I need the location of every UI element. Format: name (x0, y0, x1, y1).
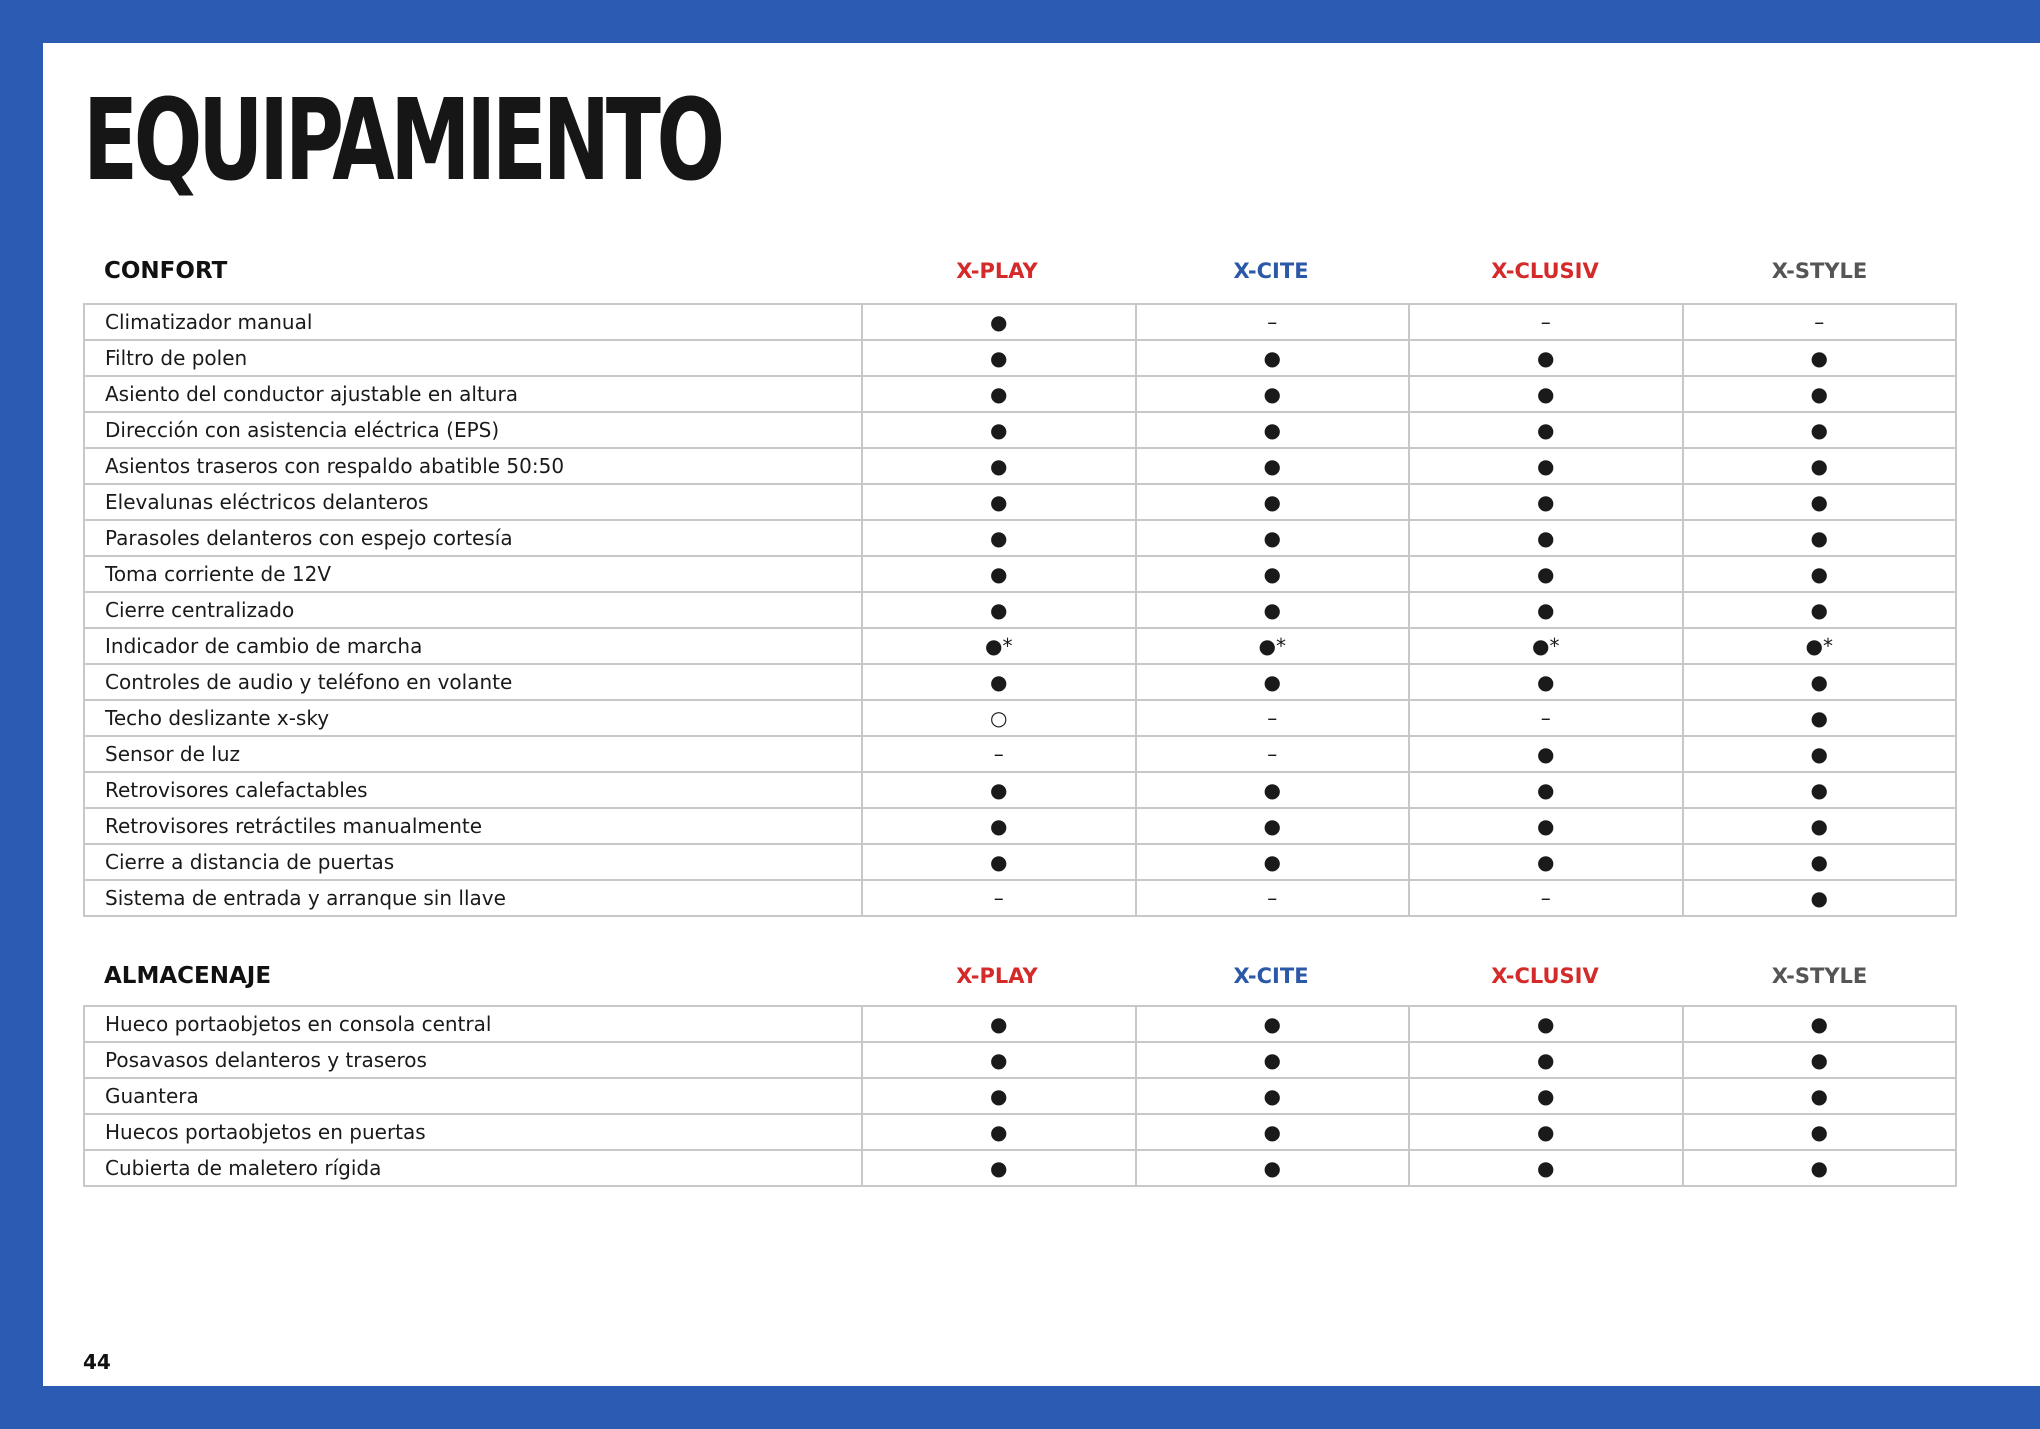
value-cell: ●* (1409, 628, 1683, 664)
section-header (83, 947, 1957, 1005)
column-header-x-cite: X-CITE (1233, 259, 1309, 283)
table-row (84, 1078, 1956, 1114)
value-cell: ● (1409, 664, 1683, 700)
feature-cell: Guantera (84, 1078, 862, 1114)
feature-cell: Cubierta de maletero rígida (84, 1150, 862, 1186)
value-cell: ● (1136, 412, 1410, 448)
value-cell: ● (862, 520, 1136, 556)
value-cell: ● (1683, 1114, 1957, 1150)
value-cell: – (1409, 304, 1683, 340)
value-cell: ● (1136, 520, 1410, 556)
value-cell: ● (1683, 448, 1957, 484)
table-row (84, 844, 1956, 880)
table-row (84, 736, 1956, 772)
value-cell: ● (1683, 880, 1957, 916)
value-cell: ● (1409, 484, 1683, 520)
feature-cell: Huecos portaobjetos en puertas (84, 1114, 862, 1150)
value-cell: ● (1683, 592, 1957, 628)
column-header-x-play: X-PLAY (956, 964, 1038, 988)
feature-cell: Retrovisores retráctiles manualmente (84, 808, 862, 844)
feature-cell: Asiento del conductor ajustable en altura (84, 376, 862, 412)
feature-cell: Parasoles delanteros con espejo cortesía (84, 520, 862, 556)
feature-cell: Cierre centralizado (84, 592, 862, 628)
value-cell: ● (1409, 772, 1683, 808)
feature-cell: Hueco portaobjetos en consola central (84, 1006, 862, 1042)
table-row (84, 1042, 1956, 1078)
column-header-x-cite: X-CITE (1233, 964, 1309, 988)
value-cell: ● (862, 556, 1136, 592)
value-cell: ● (862, 484, 1136, 520)
value-cell: ● (1683, 700, 1957, 736)
feature-cell: Climatizador manual (84, 304, 862, 340)
value-cell: ● (1136, 340, 1410, 376)
value-cell: ● (1409, 412, 1683, 448)
table-row (84, 484, 1956, 520)
value-cell: ● (1409, 1150, 1683, 1186)
value-cell: ● (1409, 1006, 1683, 1042)
table-row (84, 772, 1956, 808)
value-cell: ● (1136, 1006, 1410, 1042)
value-cell: ● (1683, 1150, 1957, 1186)
feature-cell: Retrovisores calefactables (84, 772, 862, 808)
value-cell: ● (1683, 736, 1957, 772)
value-cell: ● (1136, 1150, 1410, 1186)
value-cell: ● (862, 844, 1136, 880)
value-cell: ● (862, 1042, 1136, 1078)
value-cell: ● (1683, 376, 1957, 412)
value-cell: ● (1683, 664, 1957, 700)
table-row (84, 700, 1956, 736)
section-header (83, 239, 1957, 303)
column-header-x-clusiv: X-CLUSIV (1491, 964, 1599, 988)
value-cell: ● (862, 1114, 1136, 1150)
section-title: ALMACENAJE (104, 963, 272, 989)
value-cell: – (862, 880, 1136, 916)
value-cell: ● (862, 376, 1136, 412)
value-cell: ● (1683, 844, 1957, 880)
value-cell: – (862, 736, 1136, 772)
value-cell: ● (862, 808, 1136, 844)
value-cell: ● (1409, 736, 1683, 772)
value-cell: – (1683, 304, 1957, 340)
feature-cell: Elevalunas eléctricos delanteros (84, 484, 862, 520)
value-cell: ● (1409, 340, 1683, 376)
value-cell: ● (1409, 592, 1683, 628)
value-cell: ● (1409, 1114, 1683, 1150)
value-cell: ● (1136, 1042, 1410, 1078)
value-cell: ● (862, 1006, 1136, 1042)
value-cell: ● (862, 1078, 1136, 1114)
value-cell: ● (1136, 664, 1410, 700)
value-cell: ● (862, 1150, 1136, 1186)
section-title: CONFORT (104, 258, 228, 284)
table-row (84, 1114, 1956, 1150)
value-cell: ● (1136, 448, 1410, 484)
feature-cell: Posavasos delanteros y traseros (84, 1042, 862, 1078)
value-cell: ● (1409, 808, 1683, 844)
table-row (84, 880, 1956, 916)
value-cell: ● (1136, 376, 1410, 412)
table-row (84, 556, 1956, 592)
value-cell: ● (1409, 376, 1683, 412)
value-cell: – (1136, 736, 1410, 772)
value-cell: – (1136, 304, 1410, 340)
value-cell: ● (1683, 556, 1957, 592)
table-row (84, 664, 1956, 700)
column-header-x-style: X-STYLE (1771, 259, 1868, 283)
feature-cell: Dirección con asistencia eléctrica (EPS) (84, 412, 862, 448)
value-cell: ● (1409, 448, 1683, 484)
value-cell: ● (1136, 1078, 1410, 1114)
value-cell: – (1136, 880, 1410, 916)
page-number: 44 (83, 1350, 111, 1374)
spec-table (83, 1005, 1957, 1187)
value-cell: ● (1683, 1042, 1957, 1078)
value-cell: – (1136, 700, 1410, 736)
table-row (84, 1006, 1956, 1042)
table-row (84, 520, 1956, 556)
value-cell: ● (1683, 772, 1957, 808)
page-title: EQUIPAMIENTO (83, 76, 721, 206)
feature-cell: Indicador de cambio de marcha (84, 628, 862, 664)
value-cell: ● (1136, 808, 1410, 844)
value-cell: – (1409, 700, 1683, 736)
value-cell: ● (862, 664, 1136, 700)
value-cell: ● (1409, 520, 1683, 556)
feature-cell: Toma corriente de 12V (84, 556, 862, 592)
value-cell: ● (862, 448, 1136, 484)
value-cell: ● (1683, 1078, 1957, 1114)
value-cell: ● (1409, 1078, 1683, 1114)
table-row (84, 448, 1956, 484)
value-cell: ● (1136, 592, 1410, 628)
value-cell: ● (1683, 808, 1957, 844)
value-cell: ● (1136, 844, 1410, 880)
value-cell: ●* (1136, 628, 1410, 664)
value-cell: ●* (862, 628, 1136, 664)
table-row (84, 628, 1956, 664)
section-almacenaje (83, 947, 1957, 1187)
value-cell: ● (862, 772, 1136, 808)
feature-cell: Cierre a distancia de puertas (84, 844, 862, 880)
spec-table-body (84, 1006, 1956, 1186)
value-cell: ● (1136, 1114, 1410, 1150)
table-row (84, 808, 1956, 844)
feature-cell: Asientos traseros con respaldo abatible 50:50 (84, 448, 862, 484)
value-cell: ● (1683, 1006, 1957, 1042)
column-header-x-play: X-PLAY (956, 259, 1038, 283)
value-cell: ● (1683, 484, 1957, 520)
value-cell: ● (1409, 1042, 1683, 1078)
value-cell: ● (1136, 556, 1410, 592)
feature-cell: Sensor de luz (84, 736, 862, 772)
value-cell: ● (1683, 520, 1957, 556)
table-row (84, 592, 1956, 628)
value-cell: ● (862, 304, 1136, 340)
table-row (84, 340, 1956, 376)
value-cell: ●* (1683, 628, 1957, 664)
table-row (84, 304, 1956, 340)
column-header-x-style: X-STYLE (1771, 964, 1868, 988)
feature-cell: Techo deslizante x-sky (84, 700, 862, 736)
value-cell: ○ (862, 700, 1136, 736)
feature-cell: Filtro de polen (84, 340, 862, 376)
spec-table-body (84, 304, 1956, 916)
table-row (84, 1150, 1956, 1186)
feature-cell: Sistema de entrada y arranque sin llave (84, 880, 862, 916)
value-cell: ● (862, 592, 1136, 628)
column-header-x-clusiv: X-CLUSIV (1491, 259, 1599, 283)
value-cell: ● (1683, 412, 1957, 448)
section-confort (83, 239, 1957, 917)
value-cell: ● (1409, 844, 1683, 880)
value-cell: – (1409, 880, 1683, 916)
table-row (84, 376, 1956, 412)
value-cell: ● (1136, 484, 1410, 520)
table-row (84, 412, 1956, 448)
feature-cell: Controles de audio y teléfono en volante (84, 664, 862, 700)
value-cell: ● (1136, 772, 1410, 808)
spec-table (83, 303, 1957, 917)
value-cell: ● (1409, 556, 1683, 592)
value-cell: ● (862, 340, 1136, 376)
value-cell: ● (1683, 340, 1957, 376)
value-cell: ● (862, 412, 1136, 448)
page (43, 43, 2040, 1386)
